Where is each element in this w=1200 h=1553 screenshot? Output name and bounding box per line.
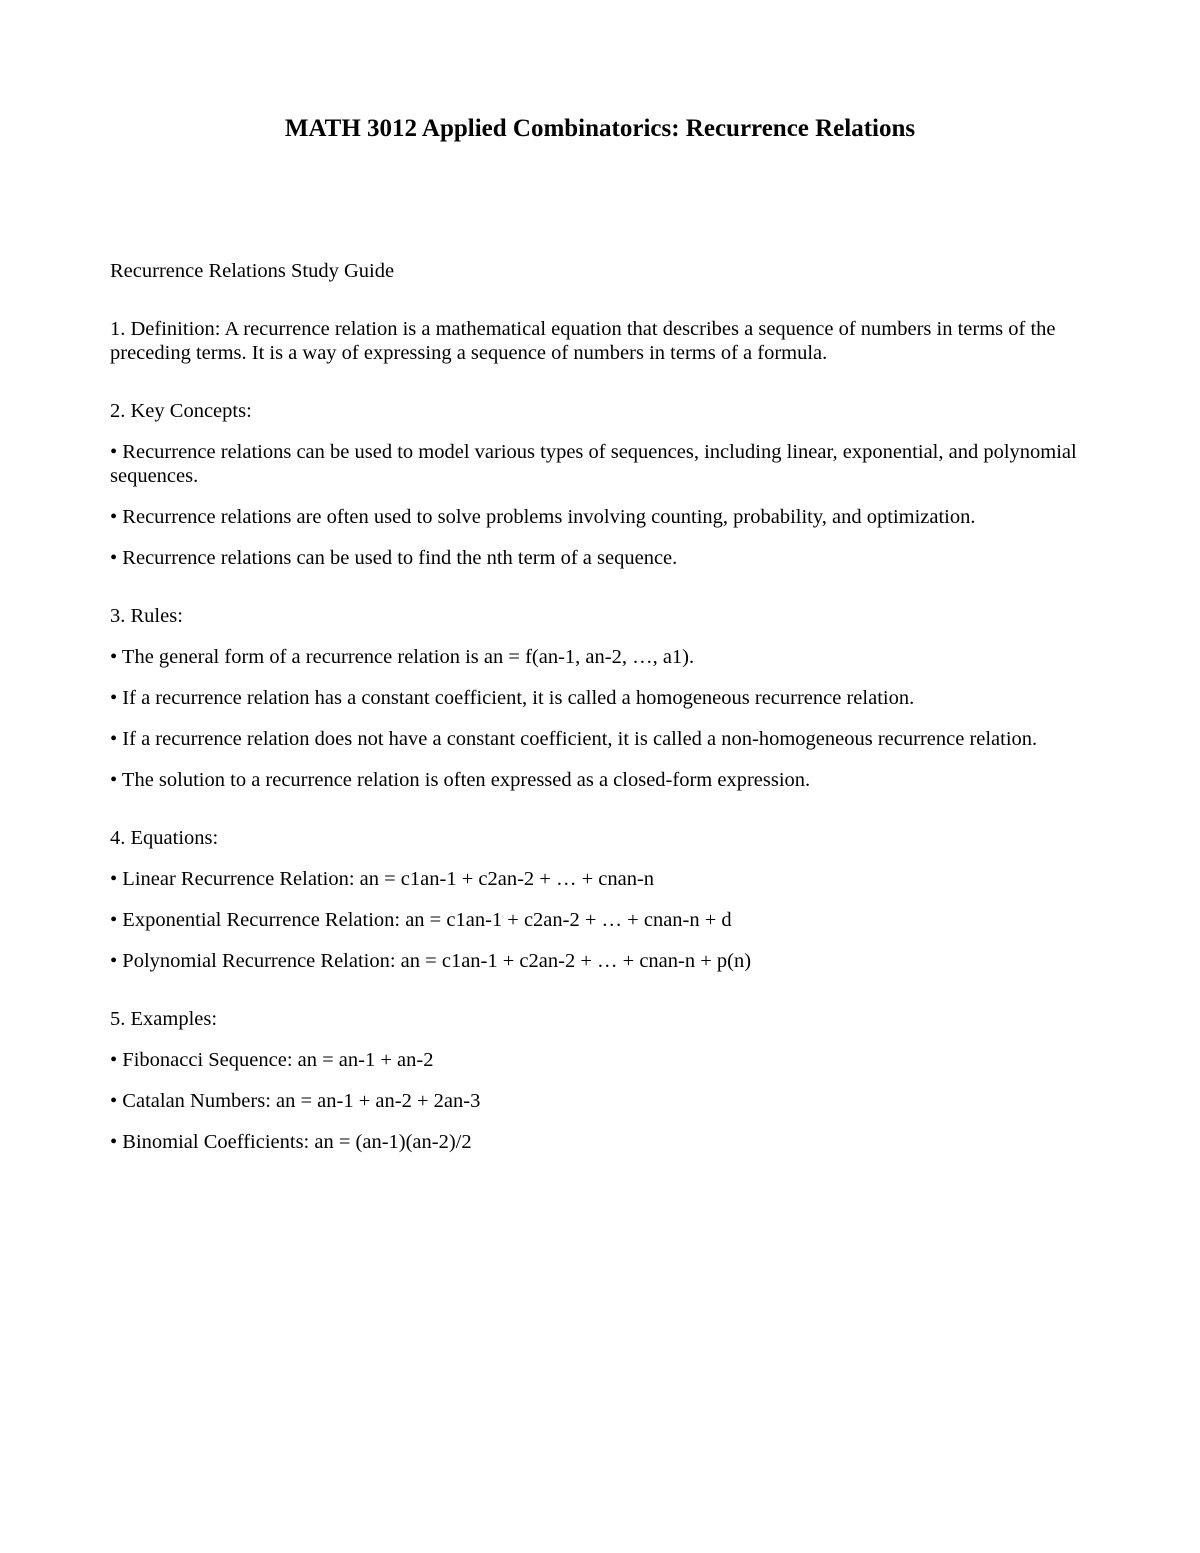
section-key-concepts xyxy=(110,399,1100,570)
bullet-item: • If a recurrence relation does not have a constant coefficient, it is called a non-homogeneous recurrence relation. xyxy=(110,728,1038,750)
document-title: MATH 3012 Applied Combinatorics: Recurrence Relations xyxy=(284,115,916,142)
definition-paragraph: 1. Definition: A recurrence relation is a mathematical equation that describes a sequence of numbers in terms of the preceding terms. It is a way of expressing a sequence of numbers in terms of a formula. xyxy=(110,318,1056,364)
bullet-item: • Recurrence relations are often used to solve problems involving counting, probability, and optimization. xyxy=(110,506,976,528)
bullet-item: • If a recurrence relation has a constant coefficient, it is called a homogeneous recurrence relation. xyxy=(110,687,915,709)
section-rules xyxy=(110,604,1100,792)
document-body xyxy=(110,259,1100,1171)
bullet-item: • Fibonacci Sequence: an = an-1 + an-2 xyxy=(110,1049,434,1071)
bullet-item: • Polynomial Recurrence Relation: an = c1an-1 + c2an-2 + … + cnan-n + p(n) xyxy=(110,950,752,972)
section-heading: 2. Key Concepts: xyxy=(110,400,252,422)
bullet-item: • Binomial Coefficients: an = (an-1)(an-2)/2 xyxy=(110,1131,472,1153)
section-heading: 3. Rules: xyxy=(110,605,183,627)
study-guide-subtitle: Recurrence Relations Study Guide xyxy=(110,260,395,282)
bullet-item: • Exponential Recurrence Relation: an = c1an-1 + c2an-2 + … + cnan-n + d xyxy=(110,909,732,931)
bullet-item: • Recurrence relations can be used to find the nth term of a sequence. xyxy=(110,547,678,569)
bullet-item: • Catalan Numbers: an = an-1 + an-2 + 2an-3 xyxy=(110,1090,481,1112)
bullet-item: • Linear Recurrence Relation: an = c1an-1 + c2an-2 + … + cnan-n xyxy=(110,868,655,890)
bullet-item: • Recurrence relations can be used to model various types of sequences, including linear, exponential, and polynomial sequences. xyxy=(110,441,1077,487)
section-heading: 5. Examples: xyxy=(110,1008,218,1030)
section-equations xyxy=(110,826,1100,973)
bullet-item: • The solution to a recurrence relation is often expressed as a closed-form expression. xyxy=(110,769,811,791)
section-examples xyxy=(110,1007,1100,1154)
section-heading: 4. Equations: xyxy=(110,827,219,849)
bullet-item: • The general form of a recurrence relation is an = f(an-1, an-2, …, a1). xyxy=(110,646,695,668)
